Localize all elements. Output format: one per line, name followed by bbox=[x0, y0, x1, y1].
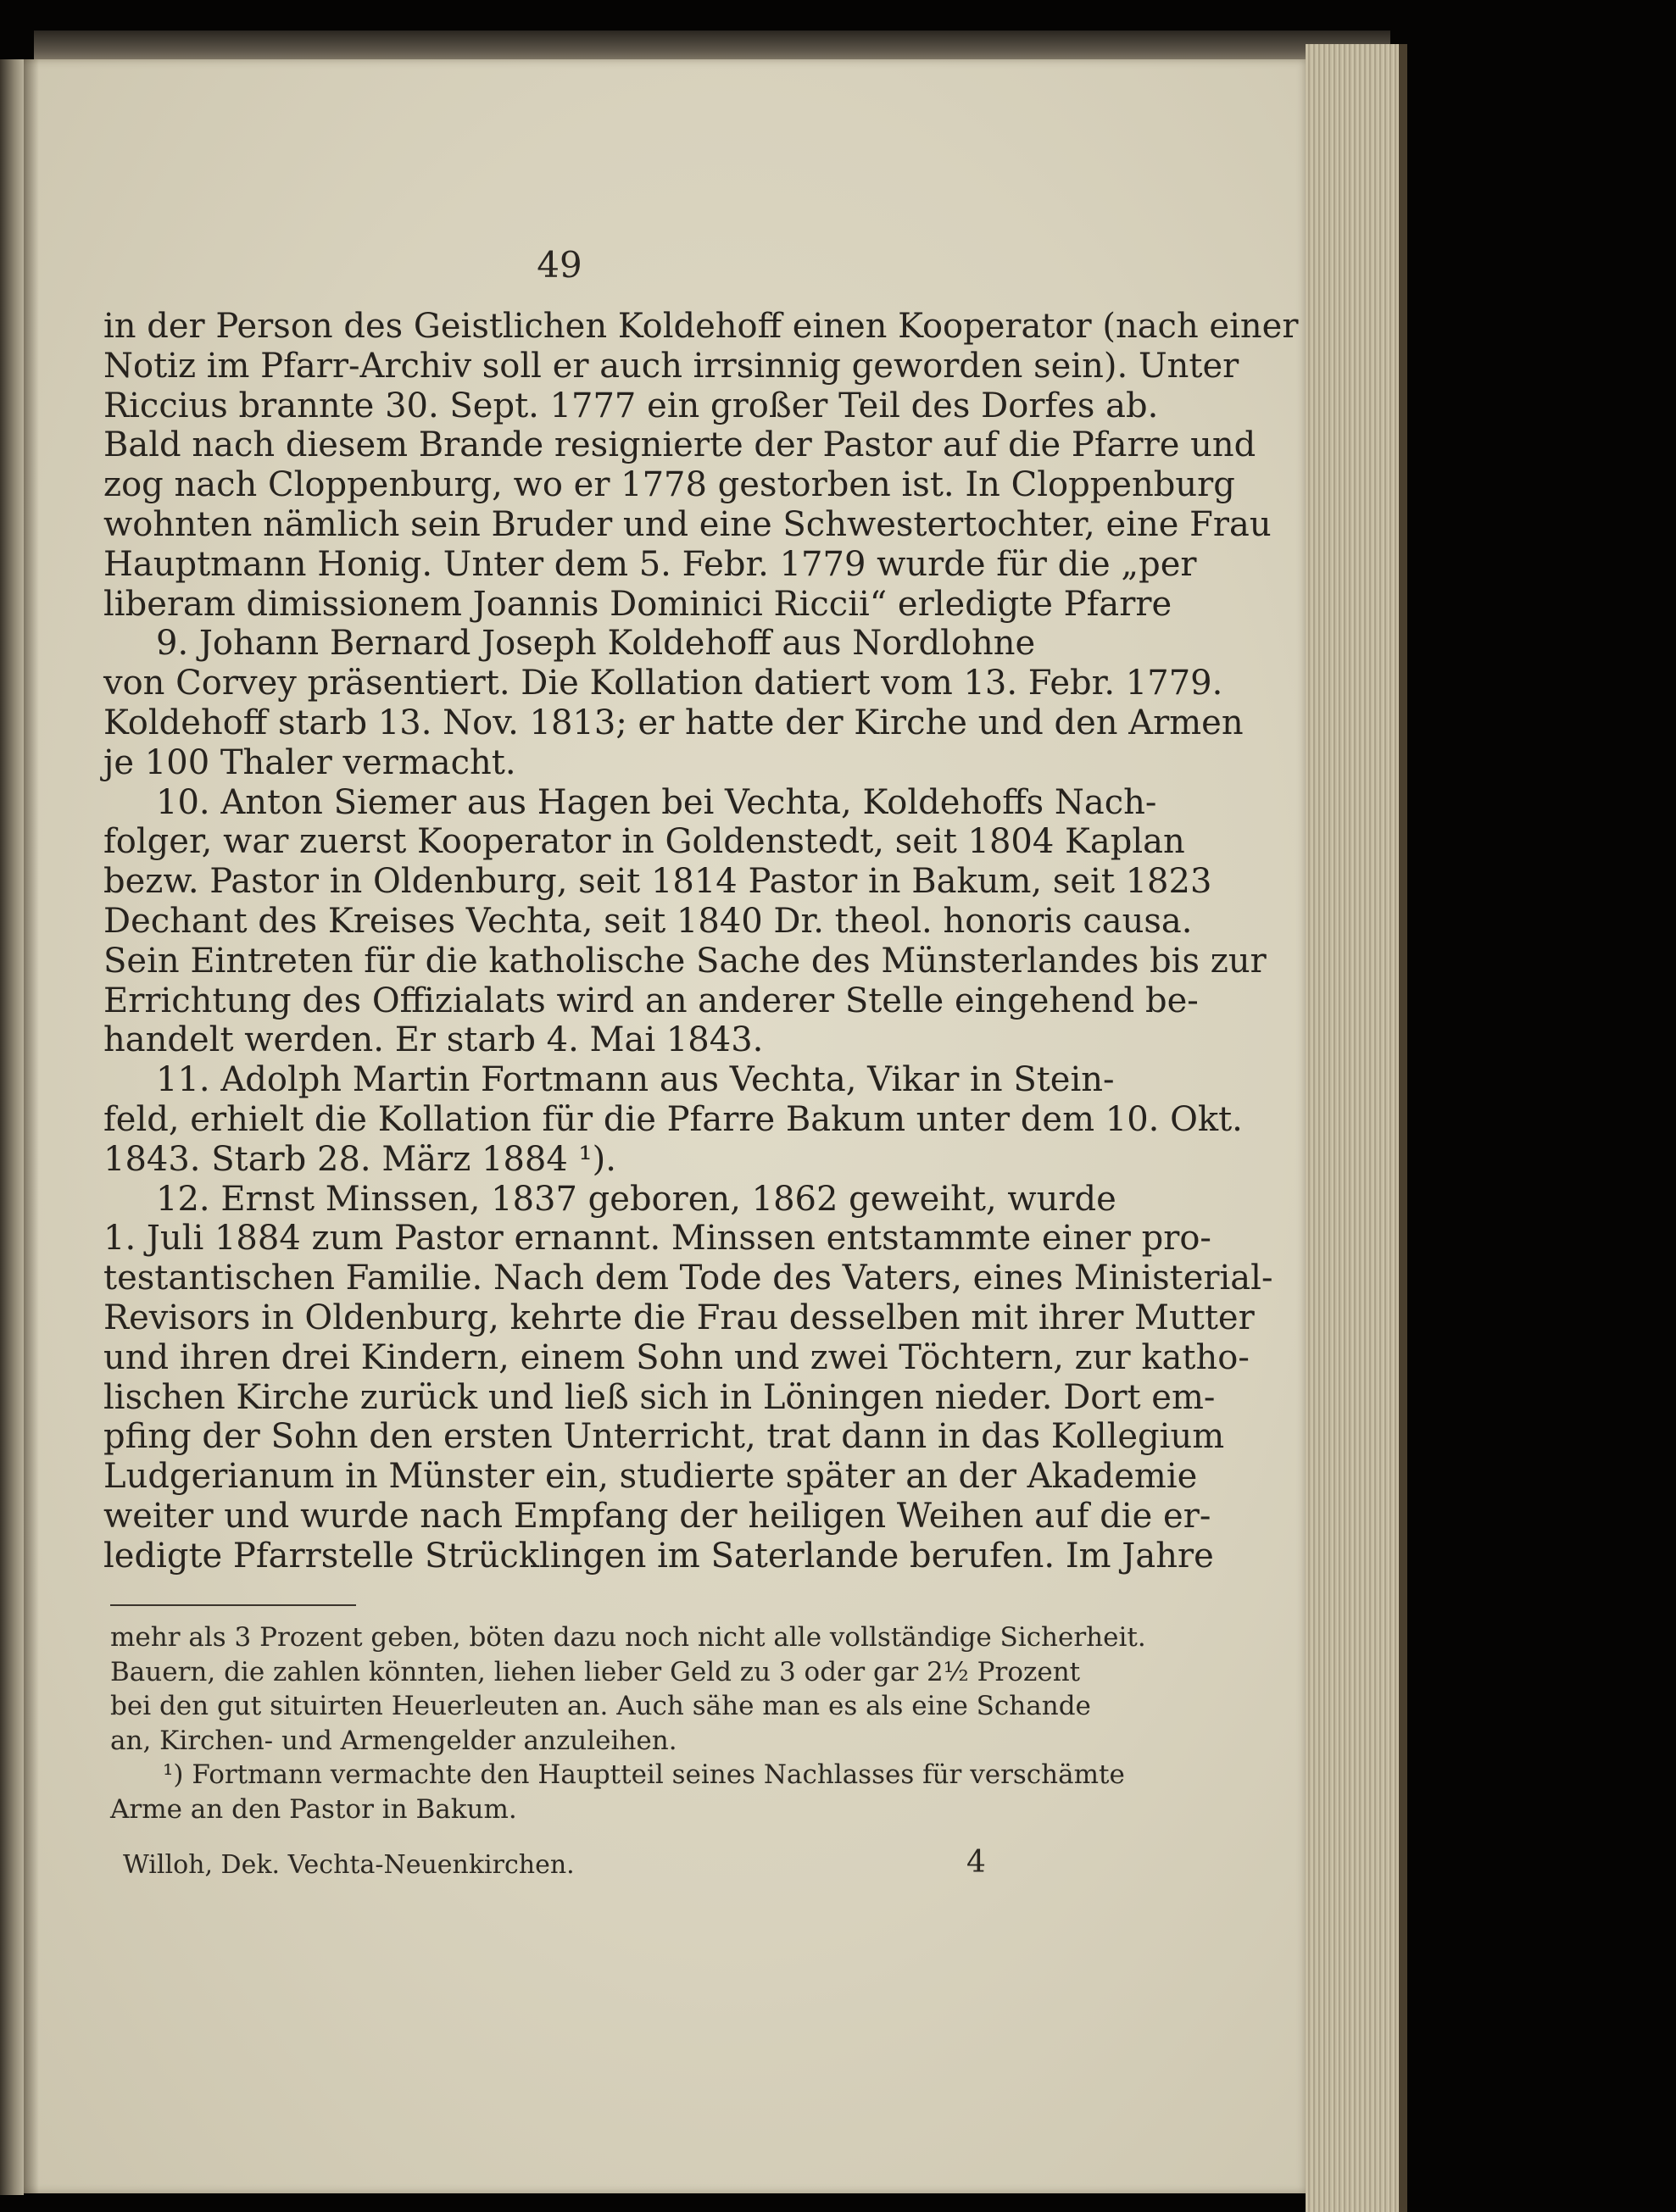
text-line: weiter und wurde nach Empfang der heiligen Weihen auf die er- bbox=[103, 1496, 1211, 1536]
text-line: von Corvey präsentiert. Die Kollation datiert vom 13. Febr. 1779. bbox=[103, 664, 1223, 703]
text-line: Hauptmann Honig. Unter dem 5. Febr. 1779 wurde für die „per bbox=[103, 544, 1197, 584]
printer-signature: Willoh, Dek. Vechta-Neuenkirchen. bbox=[123, 1850, 575, 1880]
text-line: 1. Juli 1884 zum Pastor ernannt. Minssen entstammte einer pro- bbox=[103, 1219, 1211, 1259]
text-line: testantischen Familie. Nach dem Tode des Vaters, eines Ministerial- bbox=[103, 1259, 1273, 1298]
footnote-line: Bauern, die zahlen könnten, liehen lieber Geld zu 3 oder gar 2½ Prozent bbox=[110, 1656, 1081, 1687]
text-line: feld, erhielt die Kollation für die Pfarre Bakum unter dem 10. Okt. bbox=[103, 1099, 1243, 1139]
text-line: Errichtung des Offizialats wird an anderer Stelle eingehend be- bbox=[103, 981, 1199, 1020]
text-line: folger, war zuerst Kooperator in Goldenstedt, seit 1804 Kaplan bbox=[103, 822, 1185, 862]
footnote-line: mehr als 3 Prozent geben, böten dazu noch nicht alle vollständige Sicherheit. bbox=[110, 1622, 1146, 1653]
book-fore-edge bbox=[1306, 44, 1407, 2212]
footnote-line: ¹) Fortmann vermachte den Hauptteil seines Nachlasses für verschämte bbox=[163, 1759, 1125, 1790]
text-line: pfing der Sohn den ersten Unterricht, trat dann in das Kollegium bbox=[103, 1417, 1225, 1457]
text-line: 9. Johann Bernard Joseph Koldehoff aus Nordlohne bbox=[156, 624, 1036, 664]
text-line: handelt werden. Er starb 4. Mai 1843. bbox=[103, 1020, 764, 1060]
text-line: und ihren drei Kindern, einem Sohn und zwei Töchtern, zur katho- bbox=[103, 1337, 1250, 1377]
text-line: Koldehoff starb 13. Nov. 1813; er hatte der Kirche und den Armen bbox=[103, 703, 1244, 742]
left-page-edge bbox=[0, 59, 24, 2195]
sheet-number: 4 bbox=[966, 1845, 986, 1880]
footnote-line: Arme an den Pastor in Bakum. bbox=[110, 1793, 517, 1825]
text-line: lischen Kirche zurück und ließ sich in Löningen nieder. Dort em- bbox=[103, 1377, 1216, 1417]
text-line: Revisors in Oldenburg, kehrte die Frau desselben mit ihrer Mutter bbox=[103, 1298, 1255, 1337]
text-line: 1843. Starb 28. März 1884 ¹). bbox=[103, 1139, 616, 1179]
text-line: liberam dimissionem Joannis Dominici Riccii“ erledigte Pfarre bbox=[103, 584, 1172, 624]
page-gutter-shadow bbox=[24, 59, 39, 2193]
footnotes bbox=[110, 1620, 1146, 1826]
text-line: wohnten nämlich sein Bruder und eine Schwestertochter, eine Frau bbox=[103, 504, 1272, 544]
footnote-line: bei den gut situirten Heuerleuten an. Auch sähe man es als eine Schande bbox=[110, 1691, 1091, 1721]
text-line: ledigte Pfarrstelle Strücklingen im Saterlande berufen. Im Jahre bbox=[103, 1536, 1214, 1576]
text-line: Ludgerianum in Münster ein, studierte später an der Akademie bbox=[103, 1457, 1198, 1497]
text-line: Riccius brannte 30. Sept. 1777 ein großer Teil des Dorfes ab. bbox=[103, 386, 1159, 425]
footnote-rule bbox=[110, 1604, 356, 1606]
body-text bbox=[103, 307, 1299, 1576]
text-line: Bald nach diesem Brande resignierte der Pastor auf die Pfarre und bbox=[103, 425, 1256, 465]
text-line: 11. Adolph Martin Fortmann aus Vechta, Vikar in Stein- bbox=[156, 1060, 1115, 1100]
text-line: zog nach Cloppenburg, wo er 1778 gestorben ist. In Cloppenburg bbox=[103, 465, 1235, 505]
footnote-line: an, Kirchen- und Armengelder anzuleihen. bbox=[110, 1725, 677, 1756]
text-line: Dechant des Kreises Vechta, seit 1840 Dr. theol. honoris causa. bbox=[103, 901, 1193, 941]
text-line: Notiz im Pfarr-Archiv soll er auch irrsinnig geworden sein). Unter bbox=[103, 346, 1239, 386]
text-line: in der Person des Geistlichen Koldehoff einen Kooperator (nach einer bbox=[103, 307, 1299, 346]
text-line: 10. Anton Siemer aus Hagen bei Vechta, Koldehoffs Nach- bbox=[156, 782, 1157, 822]
text-line: bezw. Pastor in Oldenburg, seit 1814 Pastor in Bakum, seit 1823 bbox=[103, 862, 1212, 902]
text-line: je 100 Thaler vermacht. bbox=[103, 742, 516, 782]
page-number: 49 bbox=[537, 244, 582, 286]
text-line: 12. Ernst Minssen, 1837 geboren, 1862 geweiht, wurde bbox=[156, 1179, 1116, 1219]
text-line: Sein Eintreten für die katholische Sache des Münsterlandes bis zur bbox=[103, 941, 1267, 981]
